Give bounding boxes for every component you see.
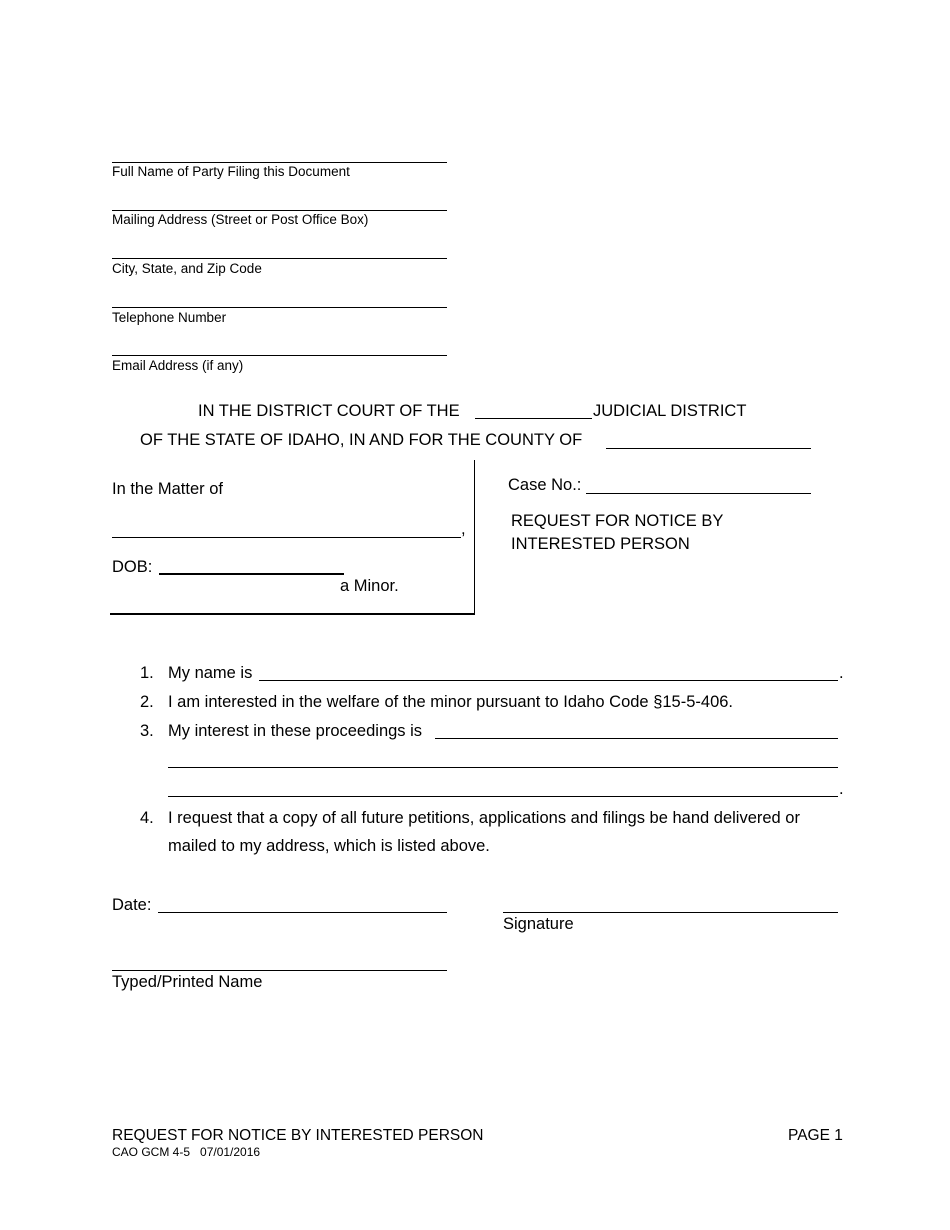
item-3-period: . [839,780,844,798]
printed-name-label: Typed/Printed Name [112,973,263,991]
judicial-district-blank[interactable] [475,418,592,419]
interest-blank-1[interactable] [435,738,838,739]
interest-blank-3[interactable] [168,796,838,797]
item-1-number: 1. [140,664,154,682]
city-state-zip-line[interactable] [112,258,447,259]
court-line1-suffix: JUDICIAL DISTRICT [593,402,747,420]
case-no-blank[interactable] [586,493,811,494]
telephone-line[interactable] [112,307,447,308]
printed-name-line[interactable] [112,970,447,971]
interest-blank-2[interactable] [168,767,838,768]
doc-title-line1: REQUEST FOR NOTICE BY [511,512,724,530]
doc-title-line2: INTERESTED PERSON [511,535,690,553]
telephone-label: Telephone Number [112,310,227,325]
court-line1-prefix: IN THE DISTRICT COURT OF THE [198,402,460,420]
footer-page-number: PAGE 1 [788,1127,843,1144]
item-4-text-line1: I request that a copy of all future petitions, applications and filings be hand delivered or [168,809,800,827]
date-blank[interactable] [158,912,447,913]
my-name-blank[interactable] [259,680,838,681]
footer-title: REQUEST FOR NOTICE BY INTERESTED PERSON [112,1127,484,1144]
court-line2-prefix: OF THE STATE OF IDAHO, IN AND FOR THE COUNTY OF [140,431,583,449]
item-4-number: 4. [140,809,154,827]
dob-label: DOB: [112,558,153,576]
signature-label: Signature [503,915,574,933]
caption-vertical-divider [474,460,475,614]
date-label: Date: [112,896,152,914]
county-blank[interactable] [606,448,811,449]
city-state-zip-label: City, State, and Zip Code [112,261,262,276]
in-the-matter-of-label: In the Matter of [112,480,223,498]
email-line[interactable] [112,355,447,356]
full-name-label: Full Name of Party Filing this Document [112,164,350,179]
email-label: Email Address (if any) [112,358,244,373]
item-3-text: My interest in these proceedings is [168,722,423,740]
caption-bottom-rule [110,613,475,615]
item-2-text: I am interested in the welfare of the minor pursuant to Idaho Code §15-5-406. [168,693,734,711]
a-minor-label: a Minor. [340,577,399,595]
item-2-number: 2. [140,693,154,711]
minor-name-blank[interactable] [112,537,461,538]
full-name-line[interactable] [112,162,447,163]
item-1-period: . [839,664,844,682]
minor-name-comma: , [461,520,466,538]
item-1-text: My name is [168,664,253,682]
item-3-number: 3. [140,722,154,740]
dob-blank[interactable] [159,573,344,575]
item-4-text-line2: mailed to my address, which is listed above. [168,837,490,855]
mailing-address-label: Mailing Address (Street or Post Office Box) [112,212,369,227]
case-no-label: Case No.: [508,476,582,494]
mailing-address-line[interactable] [112,210,447,211]
signature-line[interactable] [503,912,838,913]
footer-form-code: CAO GCM 4-5 07/01/2016 [112,1145,261,1159]
